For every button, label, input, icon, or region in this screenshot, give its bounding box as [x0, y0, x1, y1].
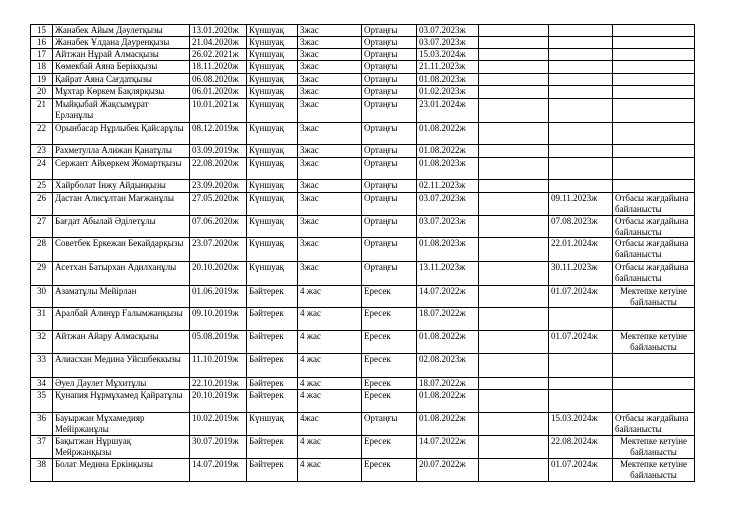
group-name-cell: Күншуақ [247, 25, 298, 37]
birth-date-cell: 05.08.2019ж [190, 331, 247, 354]
group-name-cell: Күншуақ [247, 216, 298, 238]
birth-date-cell: 08.12.2019ж [190, 123, 247, 145]
children-register-table [30, 24, 695, 482]
admission-date-cell: 01.08.2023ж [417, 238, 479, 262]
group-name-cell: Күншуақ [247, 49, 298, 61]
child-name-cell: Рахметулла Алижан Қанатұлы [53, 145, 190, 158]
group-level-cell: Ересек [362, 390, 417, 413]
empty-cell [479, 37, 549, 49]
row-number-cell: 31 [31, 308, 53, 331]
group-level-cell: Ортаңғы [362, 238, 417, 262]
child-name-cell: Сержант Айкөркем Жомартқызы [53, 158, 190, 180]
group-level-cell: Ересек [362, 378, 417, 390]
group-level-cell: Ортаңғы [362, 413, 417, 436]
leave-reason-cell [613, 145, 695, 158]
group-name-cell: Күншуақ [247, 158, 298, 180]
birth-date-cell: 30.07.2019ж [190, 436, 247, 459]
row-number-cell: 25 [31, 180, 53, 193]
birth-date-cell: 23.09.2020ж [190, 180, 247, 193]
child-name-cell: Жанабек Айым Дәулетқызы [53, 25, 190, 37]
child-name-cell: Әуел Дәулет Мұхитұлы [53, 378, 190, 390]
leave-date-cell [549, 61, 613, 74]
table-row [31, 25, 695, 37]
row-number-cell: 19 [31, 74, 53, 86]
leave-reason-cell: Мектепке кетуіне байланысты [613, 459, 695, 482]
group-level-cell: Ортаңғы [362, 99, 417, 123]
group-level-cell: Ересек [362, 308, 417, 331]
leave-reason-cell: Отбасы жағдайына байланысты [613, 413, 695, 436]
leave-date-cell: 22.08.2024ж [549, 436, 613, 459]
group-name-cell: Бәйтерек [247, 390, 298, 413]
group-name-cell: Күншуақ [247, 262, 298, 286]
table-row [31, 354, 695, 378]
leave-date-cell [549, 145, 613, 158]
leave-reason-cell [613, 180, 695, 193]
child-name-cell: Бауыржан Мұхамедияр Мейіржанұлы [53, 413, 190, 436]
admission-date-cell: 14.07.2022ж [417, 286, 479, 308]
group-name-cell: Күншуақ [247, 193, 298, 216]
group-level-cell: Ортаңғы [362, 74, 417, 86]
child-name-cell: Қунапия Нұрмұхамед Қайратұлы [53, 390, 190, 413]
group-name-cell: Күншуақ [247, 99, 298, 123]
age-cell: 4жас [298, 413, 362, 436]
row-number-cell: 32 [31, 331, 53, 354]
empty-cell [479, 286, 549, 308]
leave-reason-cell [613, 86, 695, 99]
age-cell: 3жас [298, 180, 362, 193]
group-name-cell: Бәйтерек [247, 286, 298, 308]
admission-date-cell: 01.08.2023ж [417, 74, 479, 86]
leave-reason-cell: Отбасы жағдайына байланысты [613, 238, 695, 262]
age-cell: 4 жас [298, 354, 362, 378]
leave-date-cell [549, 378, 613, 390]
child-name-cell: Хайрболат Інжу Айдынқызы [53, 180, 190, 193]
leave-date-cell: 15.03.2024ж [549, 413, 613, 436]
admission-date-cell: 13.11.2023ж [417, 262, 479, 286]
age-cell: 3жас [298, 25, 362, 37]
table-row [31, 99, 695, 123]
table-row [31, 390, 695, 413]
leave-reason-cell [613, 61, 695, 74]
leave-reason-cell [613, 123, 695, 145]
leave-reason-cell [613, 158, 695, 180]
empty-cell [479, 145, 549, 158]
group-level-cell: Ересек [362, 331, 417, 354]
leave-reason-cell [613, 378, 695, 390]
group-level-cell: Ортаңғы [362, 86, 417, 99]
empty-cell [479, 216, 549, 238]
group-name-cell: Бәйтерек [247, 378, 298, 390]
group-level-cell: Ересек [362, 436, 417, 459]
child-name-cell: Дастан Алисұлтан Мағжанұлы [53, 193, 190, 216]
row-number-cell: 23 [31, 145, 53, 158]
child-name-cell: Айтжан Айару Алмасқызы [53, 331, 190, 354]
admission-date-cell: 01.08.2022ж [417, 331, 479, 354]
group-name-cell: Күншуақ [247, 61, 298, 74]
leave-reason-cell [613, 25, 695, 37]
leave-date-cell: 07.08.2023ж [549, 216, 613, 238]
admission-date-cell: 01.02.2023ж [417, 86, 479, 99]
leave-reason-cell [613, 354, 695, 378]
row-number-cell: 36 [31, 413, 53, 436]
child-name-cell: Бақытжан Нұршуақ Мейржанқызы [53, 436, 190, 459]
empty-cell [479, 193, 549, 216]
leave-reason-cell: Мектепке кетуіне байланысты [613, 331, 695, 354]
birth-date-cell: 27.05.2020ж [190, 193, 247, 216]
birth-date-cell: 03.09.2019ж [190, 145, 247, 158]
admission-date-cell: 14.07.2022ж [417, 436, 479, 459]
group-level-cell: Ортаңғы [362, 216, 417, 238]
table-row [31, 61, 695, 74]
row-number-cell: 28 [31, 238, 53, 262]
empty-cell [479, 436, 549, 459]
leave-date-cell [549, 308, 613, 331]
age-cell: 3жас [298, 238, 362, 262]
row-number-cell: 18 [31, 61, 53, 74]
admission-date-cell: 03.07.2023ж [417, 193, 479, 216]
birth-date-cell: 21.04.2020ж [190, 37, 247, 49]
group-level-cell: Ортаңғы [362, 25, 417, 37]
empty-cell [479, 158, 549, 180]
leave-date-cell [549, 123, 613, 145]
group-level-cell: Ортаңғы [362, 49, 417, 61]
table-row [31, 216, 695, 238]
table-row [31, 158, 695, 180]
group-name-cell: Күншуақ [247, 37, 298, 49]
empty-cell [479, 262, 549, 286]
empty-cell [479, 459, 549, 482]
group-level-cell: Ортаңғы [362, 180, 417, 193]
leave-reason-cell: Мектепке кетуіне байланысты [613, 286, 695, 308]
leave-date-cell [549, 390, 613, 413]
empty-cell [479, 74, 549, 86]
age-cell: 4 жас [298, 308, 362, 331]
child-name-cell: Советбек Еркежан Бекайдарқызы [53, 238, 190, 262]
group-level-cell: Ересек [362, 354, 417, 378]
birth-date-cell: 14.07.2019ж [190, 459, 247, 482]
age-cell: 3жас [298, 37, 362, 49]
empty-cell [479, 308, 549, 331]
leave-date-cell [549, 25, 613, 37]
leave-date-cell [549, 74, 613, 86]
child-name-cell: Бағдат Абылай Әділетұлы [53, 216, 190, 238]
group-name-cell: Бәйтерек [247, 459, 298, 482]
empty-cell [479, 180, 549, 193]
row-number-cell: 33 [31, 354, 53, 378]
table-row [31, 180, 695, 193]
row-number-cell: 16 [31, 37, 53, 49]
leave-reason-cell [613, 99, 695, 123]
group-level-cell: Ортаңғы [362, 61, 417, 74]
group-level-cell: Ортаңғы [362, 262, 417, 286]
group-level-cell: Ортаңғы [362, 37, 417, 49]
row-number-cell: 17 [31, 49, 53, 61]
leave-date-cell: 01.07.2024ж [549, 459, 613, 482]
leave-date-cell [549, 180, 613, 193]
row-number-cell: 38 [31, 459, 53, 482]
group-name-cell: Күншуақ [247, 74, 298, 86]
group-level-cell: Ортаңғы [362, 158, 417, 180]
birth-date-cell: 22.08.2020ж [190, 158, 247, 180]
empty-cell [479, 331, 549, 354]
group-name-cell: Күншуақ [247, 413, 298, 436]
admission-date-cell: 20.07.2022ж [417, 459, 479, 482]
child-name-cell: Мұхтар Көркем Бақлярқызы [53, 86, 190, 99]
group-name-cell: Бәйтерек [247, 308, 298, 331]
age-cell: 3жас [298, 193, 362, 216]
age-cell: 3жас [298, 74, 362, 86]
child-name-cell: Қайрат Аяна Сағдатқызы [53, 74, 190, 86]
admission-date-cell: 15.03.2024ж [417, 49, 479, 61]
table-row [31, 74, 695, 86]
admission-date-cell: 02.11.2023ж [417, 180, 479, 193]
leave-reason-cell: Отбасы жағдайына байланысты [613, 262, 695, 286]
empty-cell [479, 123, 549, 145]
row-number-cell: 26 [31, 193, 53, 216]
empty-cell [479, 390, 549, 413]
birth-date-cell: 06.08.2020ж [190, 74, 247, 86]
empty-cell [479, 49, 549, 61]
leave-date-cell: 30.11.2023ж [549, 262, 613, 286]
leave-date-cell [549, 354, 613, 378]
birth-date-cell: 22.10.2019ж [190, 378, 247, 390]
empty-cell [479, 86, 549, 99]
leave-date-cell: 01.07.2024ж [549, 331, 613, 354]
row-number-cell: 34 [31, 378, 53, 390]
table-row [31, 86, 695, 99]
empty-cell [479, 25, 549, 37]
admission-date-cell: 01.08.2023ж [417, 158, 479, 180]
group-name-cell: Күншуақ [247, 86, 298, 99]
birth-date-cell: 06.01.2020ж [190, 86, 247, 99]
leave-reason-cell [613, 49, 695, 61]
table-row [31, 459, 695, 482]
leave-date-cell [549, 158, 613, 180]
age-cell: 3жас [298, 262, 362, 286]
group-name-cell: Күншуақ [247, 180, 298, 193]
child-name-cell: Алиасхан Медина Уйсшбеккызы [53, 354, 190, 378]
birth-date-cell: 09.10.2019ж [190, 308, 247, 331]
birth-date-cell: 01.06.2019ж [190, 286, 247, 308]
birth-date-cell: 10.02.2019ж [190, 413, 247, 436]
row-number-cell: 22 [31, 123, 53, 145]
table-row [31, 193, 695, 216]
leave-date-cell [549, 49, 613, 61]
child-name-cell: Мыйқыбай Жақсымұрат Ерланұлы [53, 99, 190, 123]
row-number-cell: 30 [31, 286, 53, 308]
table-row [31, 378, 695, 390]
document-page [30, 24, 695, 482]
leave-date-cell [549, 99, 613, 123]
table-row [31, 49, 695, 61]
empty-cell [479, 378, 549, 390]
row-number-cell: 29 [31, 262, 53, 286]
child-name-cell: Азаматұлы Мейірлан [53, 286, 190, 308]
age-cell: 4 жас [298, 286, 362, 308]
row-number-cell: 20 [31, 86, 53, 99]
admission-date-cell: 01.08.2022ж [417, 123, 479, 145]
leave-date-cell: 01.07.2024ж [549, 286, 613, 308]
age-cell: 3жас [298, 145, 362, 158]
admission-date-cell: 18.07.2022ж [417, 308, 479, 331]
birth-date-cell: 20.10.2020ж [190, 262, 247, 286]
age-cell: 4 жас [298, 436, 362, 459]
empty-cell [479, 99, 549, 123]
birth-date-cell: 20.10.2019ж [190, 390, 247, 413]
age-cell: 4 жас [298, 378, 362, 390]
table-row [31, 262, 695, 286]
row-number-cell: 15 [31, 25, 53, 37]
birth-date-cell: 11.10.2019ж [190, 354, 247, 378]
table-row [31, 308, 695, 331]
empty-cell [479, 354, 549, 378]
row-number-cell: 27 [31, 216, 53, 238]
age-cell: 3жас [298, 216, 362, 238]
admission-date-cell: 01.08.2022ж [417, 145, 479, 158]
group-level-cell: Ортаңғы [362, 145, 417, 158]
group-name-cell: Бәйтерек [247, 436, 298, 459]
admission-date-cell: 03.07.2023ж [417, 216, 479, 238]
group-name-cell: Күншуақ [247, 123, 298, 145]
leave-reason-cell: Мектепке кетуіне байланысты [613, 436, 695, 459]
admission-date-cell: 03.07.2023ж [417, 37, 479, 49]
leave-reason-cell [613, 390, 695, 413]
leave-date-cell: 09.11.2023ж [549, 193, 613, 216]
age-cell: 4 жас [298, 459, 362, 482]
group-name-cell: Күншуақ [247, 145, 298, 158]
row-number-cell: 24 [31, 158, 53, 180]
table-row [31, 413, 695, 436]
child-name-cell: Орынбасар Нұрлыбек Қайсарұлы [53, 123, 190, 145]
admission-date-cell: 01.08.2022ж [417, 413, 479, 436]
row-number-cell: 37 [31, 436, 53, 459]
row-number-cell: 21 [31, 99, 53, 123]
age-cell: 3жас [298, 86, 362, 99]
empty-cell [479, 238, 549, 262]
leave-reason-cell [613, 308, 695, 331]
table-row [31, 145, 695, 158]
leave-reason-cell: Отбасы жағдайына байланысты [613, 216, 695, 238]
birth-date-cell: 07.06.2020ж [190, 216, 247, 238]
group-name-cell: Бәйтерек [247, 354, 298, 378]
row-number-cell: 35 [31, 390, 53, 413]
birth-date-cell: 10.01.2021ж [190, 99, 247, 123]
age-cell: 3жас [298, 99, 362, 123]
age-cell: 4 жас [298, 390, 362, 413]
group-name-cell: Күншуақ [247, 238, 298, 262]
admission-date-cell: 18.07.2022ж [417, 378, 479, 390]
table-row [31, 37, 695, 49]
admission-date-cell: 03.07.2023ж [417, 25, 479, 37]
leave-reason-cell [613, 37, 695, 49]
leave-date-cell: 22.01.2024ж [549, 238, 613, 262]
birth-date-cell: 26.02.2021ж [190, 49, 247, 61]
birth-date-cell: 18.11.2020ж [190, 61, 247, 74]
child-name-cell: Болат Медина Еркінқызы [53, 459, 190, 482]
empty-cell [479, 61, 549, 74]
group-level-cell: Ересек [362, 459, 417, 482]
group-name-cell: Бәйтерек [247, 331, 298, 354]
age-cell: 3жас [298, 158, 362, 180]
leave-reason-cell [613, 74, 695, 86]
leave-date-cell [549, 86, 613, 99]
empty-cell [479, 413, 549, 436]
table-row [31, 123, 695, 145]
table-row [31, 286, 695, 308]
age-cell: 3жас [298, 123, 362, 145]
admission-date-cell: 23.01.2024ж [417, 99, 479, 123]
child-name-cell: Асетхан Батырхан Адилханұлы [53, 262, 190, 286]
leave-reason-cell: Отбасы жағдайына байланысты [613, 193, 695, 216]
birth-date-cell: 13.01.2020ж [190, 25, 247, 37]
admission-date-cell: 01.08.2022ж [417, 390, 479, 413]
child-name-cell: Аралбай Алинұр Ғалымжанқызы [53, 308, 190, 331]
leave-date-cell [549, 37, 613, 49]
admission-date-cell: 21.11.2023ж [417, 61, 479, 74]
group-level-cell: Ересек [362, 286, 417, 308]
child-name-cell: Жанабек Ұлдана Дәуренқызы [53, 37, 190, 49]
birth-date-cell: 23.07.2020ж [190, 238, 247, 262]
age-cell: 3жас [298, 49, 362, 61]
table-row [31, 436, 695, 459]
admission-date-cell: 02.08.2023ж [417, 354, 479, 378]
age-cell: 4 жас [298, 331, 362, 354]
child-name-cell: Көмекбай Аяна Берікқызы [53, 61, 190, 74]
age-cell: 3жас [298, 61, 362, 74]
child-name-cell: Айтжан Нұрай Алмасқызы [53, 49, 190, 61]
table-row [31, 331, 695, 354]
table-row [31, 238, 695, 262]
group-level-cell: Ортаңғы [362, 193, 417, 216]
group-level-cell: Ортаңғы [362, 123, 417, 145]
